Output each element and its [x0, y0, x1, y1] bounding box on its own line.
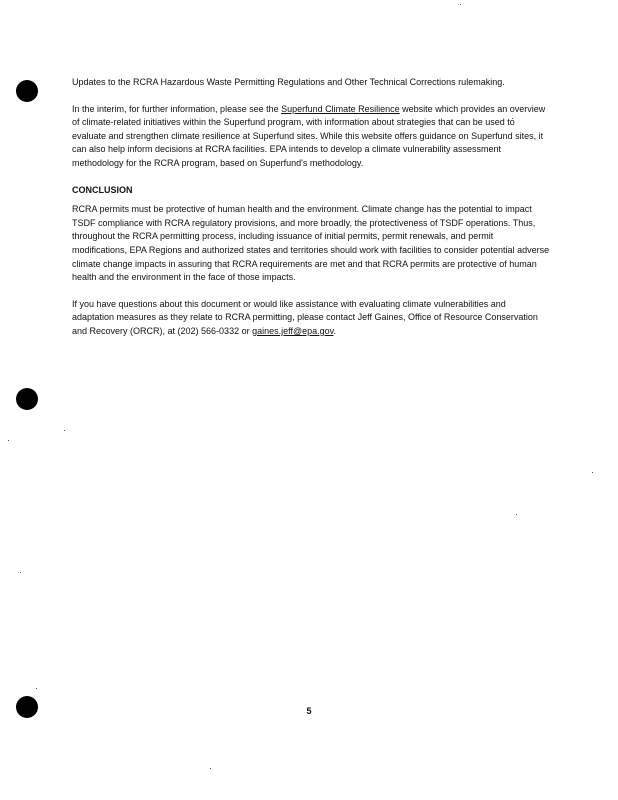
scan-speck — [516, 514, 517, 515]
scan-speck — [64, 430, 65, 431]
paragraph-interim — [72, 103, 550, 171]
scan-speck — [592, 472, 593, 473]
scan-speck — [8, 440, 9, 441]
scan-speck — [460, 4, 461, 5]
paragraph-rulemaking: Updates to the RCRA Hazardous Waste Permitting Regulations and Other Technical Corrections rulemaking. — [72, 77, 505, 87]
contact-email-link[interactable]: gaines.jeff@epa.gov — [252, 325, 334, 336]
page-number: 5 — [306, 706, 312, 716]
binder-hole-top — [16, 80, 38, 102]
paragraph-conclusion: RCRA permits must be protective of human health and the environment. Climate change has the potential to impact TSDF compliance with RCRA regulatory provisions, and more broadly, the protectiveness of TSDF operations. Thus, throughout the RCRA permitting process, including issuance of initial permits, permit renewals, and permit modifications, EPA Regions and authorized states and territories should work with facilities to consider potential adverse climate change impacts in assuring that RCRA requirements are met and that RCRA permits are protective of human health and the environment in the face of those impacts. — [72, 204, 550, 283]
scan-speck — [20, 572, 21, 573]
paragraph-contact-end: . — [333, 325, 336, 336]
superfund-climate-resilience-link[interactable]: Superfund Climate Resilience — [281, 103, 400, 114]
paragraph-contact-body: If you have questions about this document or would like assistance with evaluating climate vulnerabilities and adaptation measures as they relate to RCRA permitting, please contact Jeff Gaines, Office of Resource Conservation and Recovery (ORCR), at (202) 566-0332 or — [72, 298, 538, 336]
binder-hole-middle — [16, 388, 38, 410]
scan-speck — [210, 768, 211, 769]
conclusion-heading: CONCLUSION — [72, 184, 133, 195]
scan-speck — [36, 688, 37, 689]
document-body — [72, 76, 550, 352]
paragraph-interim-intro: In the interim, for further information, please see the — [72, 103, 282, 114]
paragraph-contact — [72, 298, 550, 339]
paragraph-interim-body: website which provides an overview of climate-related initiatives within the Superfund program, with information about strategies that can be used to evaluate and strengthen climate resilience at Superfund sites. While this website offers guidance on Superfund sites, it can also help inform decisions at RCRA facilities. EPA intends to develop a climate vulnerability assessment methodology for the RCRA program, based on Superfund's methodology. — [72, 103, 546, 168]
